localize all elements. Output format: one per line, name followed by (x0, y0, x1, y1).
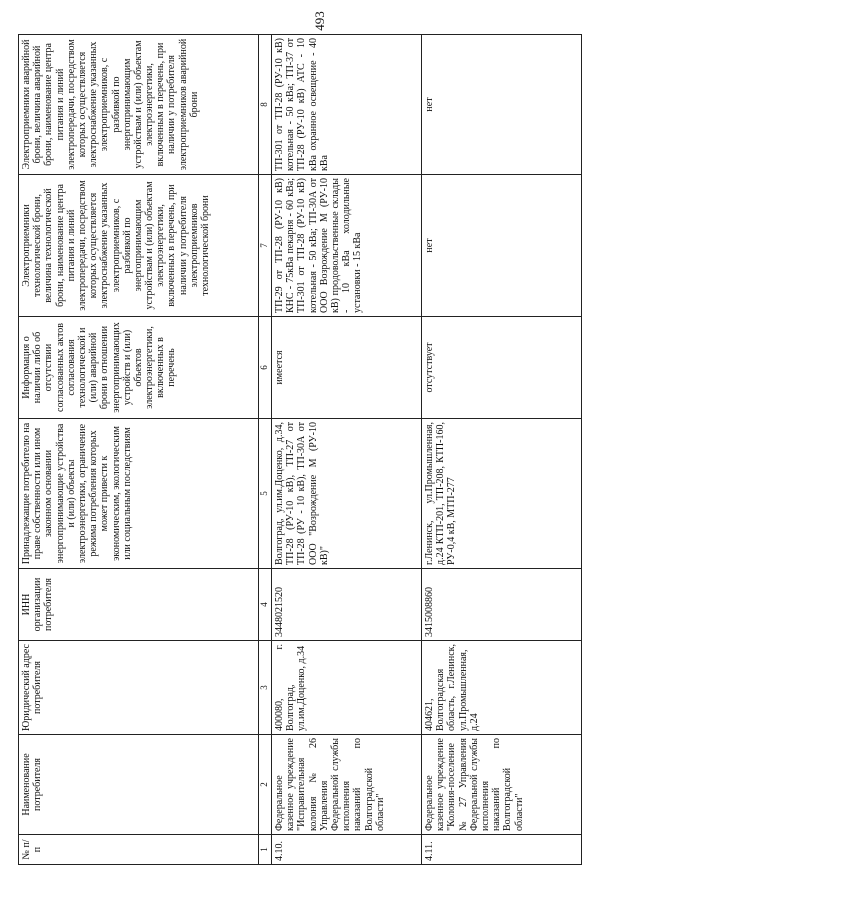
header-cell-name: Наименование потребителя (19, 735, 259, 835)
consumer-name: Федеральное казенное учреждение "Исправительная колония № 26 Управления Федеральной службы исполнения наказаний по Волгоградской области" (272, 735, 422, 835)
column-number: 8 (259, 35, 272, 175)
acts-status: имеется (272, 317, 422, 419)
legal-address: 404621, Волгоградская область, г.Ленинск, ул.Промышленная, д.24 (422, 641, 582, 735)
header-cell-num: № п/п (19, 835, 259, 865)
emergency-reserve: нет (422, 35, 582, 175)
consumers-table (18, 34, 582, 865)
column-number-row (259, 35, 272, 865)
column-number: 7 (259, 175, 272, 317)
tech-reserve: ТП-29 от ТП-28 (РУ-10 кВ) КНС - 75кВа пекарня - 60 кВа; ТП-301 от ТП-28 (РУ-10 кВ) котельная - 50 кВа; ТП-30А от ООО Возрождение М (РУ-10 кВ) продовольственные склады - 10 кВа холодильные установки - 15 кВа (272, 175, 422, 317)
header-cell-inn: ИНН организации потребителя (19, 569, 259, 641)
rotated-table-container (18, 35, 618, 865)
header-row (19, 35, 259, 865)
inn-value: 3415008860 (422, 569, 582, 641)
inn-value: 3448021520 (272, 569, 422, 641)
header-cell-devices: Принадлежащие потребителю на праве собственности или ином законном основании энергопринимающие устройства и (или) объекты электроэнергетики, ограничение режима потребления которых может привести к экономическим, экологическим или социальным последствиям (19, 419, 259, 569)
header-cell-address: Юридический адрес потребителя (19, 641, 259, 735)
tech-reserve: нет (422, 175, 582, 317)
consumer-name: Федеральное казенное учреждение "Колония-поселение № 27 Управления Федеральной службы исполнения наказаний по Волгоградской области" (422, 735, 582, 835)
table-row (272, 35, 422, 865)
column-number: 2 (259, 735, 272, 835)
column-number: 4 (259, 569, 272, 641)
page-number (0, 12, 640, 30)
header-cell-tech-reserve: Электроприемники технологической брони, величина технологической брони, наименование центра питания и линий электропередачи, посредством которых осуществляется электроснабжение указанных электроприемников, с разбивкой по энергопринимающим устройствам и (или) объектам электроэнергетики, включенных в перечень, при наличии у потребителя электроприемников технологической брони (19, 175, 259, 317)
row-number: 4.10. (272, 835, 422, 865)
devices-description: Волгоград, ул.им.Доценко, д.34, ТП-28 (РУ-10 кВ), ТП-27 от ТП-28 (РУ - 10 кВ), ТП-30А от ООО "Возрождение М (РУ-10 кВ)" (272, 419, 422, 569)
legal-address: 400080, г. Волгоград, ул.им.Доценко, д.34 (272, 641, 422, 735)
column-number: 6 (259, 317, 272, 419)
header-cell-emergency-reserve: Электроприемники аварийной брони, величина аварийной брони, наименование центра питания и линий электропередачи, посредством которых осуществляется электроснабжение указанных электроприемников, с разбивкой по энергопринимающим устройствам и (или) объектам электроэнергетики, включенным в перечень, при наличии у потребителя электроприемников аварийной брони (19, 35, 259, 175)
table-row (422, 35, 582, 865)
column-number: 3 (259, 641, 272, 735)
acts-status: отсутствует (422, 317, 582, 419)
column-number: 5 (259, 419, 272, 569)
row-number: 4.11. (422, 835, 582, 865)
column-number: 1 (259, 835, 272, 865)
rotated-table-area (18, 35, 848, 861)
page-number-text: 493 (312, 11, 327, 31)
emergency-reserve: ТП-301 от ТП-28 (РУ-10 кВ) котельная - 50 кВа; ТП-37 от ТП-28 (РУ-10 кВ) АТС - 10 кВа охранное освещение - 40 кВа (272, 35, 422, 175)
devices-description: г.Ленинск, ул.Промышленная, д.24 КТП-201, ТП-208, КТП-160, РУ-0,4 кВ, МТП-277 (422, 419, 582, 569)
header-cell-acts: Информация о наличии либо об отсутствии согласованных актов согласования технологической и (или) аварийной брони в отношении энергопринимающих устройств и (или) объектов электроэнергетики, включенных в перечень (19, 317, 259, 419)
